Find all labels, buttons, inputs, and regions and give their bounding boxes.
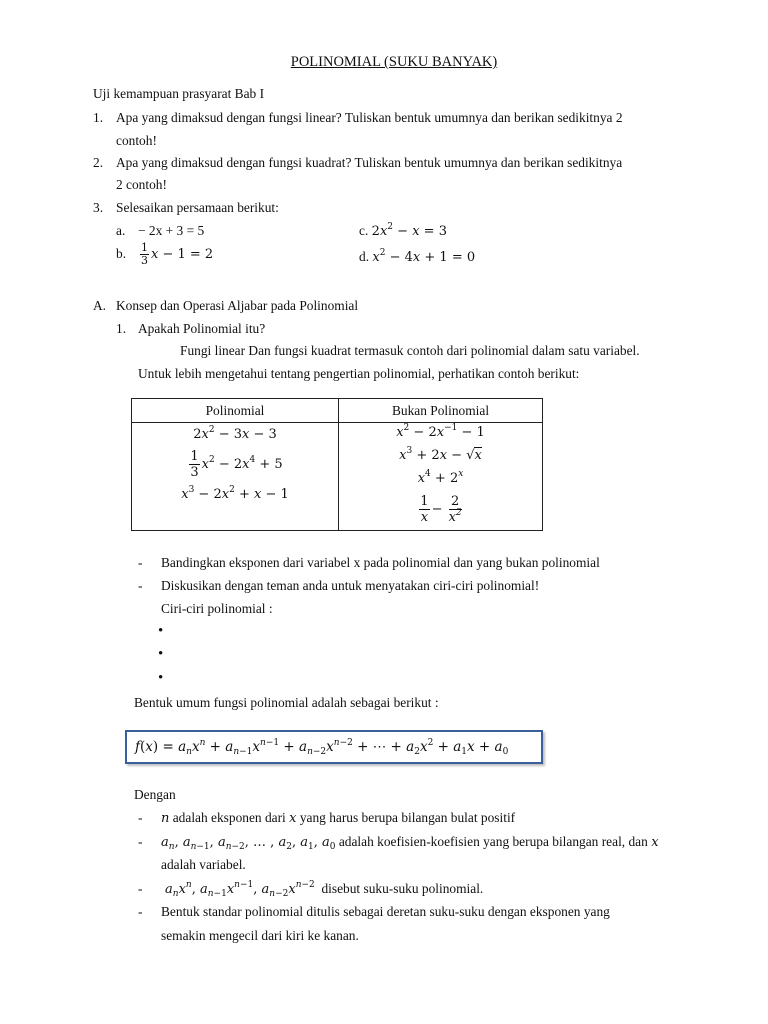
table-header-polinomial: Polinomial bbox=[132, 399, 339, 423]
definition-4-line-1: Bentuk standar polinomial ditulis sebagai deretan suku-suku dengan eksponen yang bbox=[161, 904, 610, 919]
task-1-text: Bandingkan eksponen dari variabel x pada polinomial dan yang bukan polinomial bbox=[161, 555, 600, 570]
question-3-number: 3. bbox=[93, 200, 104, 215]
polynomial-example-2: $\frac{1}{3}$ $x^2 - 2x^4 + 5$ bbox=[190, 449, 283, 480]
question-1-number: 1. bbox=[93, 110, 104, 125]
definition-1-dash: - bbox=[138, 810, 143, 825]
polynomial-example-3: $x^3 - 2x^2 + x - 1$ bbox=[181, 485, 289, 502]
task-1-dash: - bbox=[138, 555, 143, 570]
table-header-bukan-polinomial: Bukan Polinomial bbox=[339, 399, 543, 423]
question-1-line-2: contoh! bbox=[116, 133, 157, 148]
task-2-dash: - bbox=[138, 578, 143, 593]
equation-c-label: c. bbox=[359, 223, 369, 238]
definition-2-line-2: adalah variabel. bbox=[161, 857, 246, 872]
equation-a-label: a. bbox=[116, 223, 126, 238]
equation-b-label: b. bbox=[116, 246, 127, 261]
non-polynomial-examples-cell bbox=[339, 423, 543, 531]
general-form-intro: Bentuk umum fungsi polinomial adalah sebagai berikut : bbox=[134, 695, 439, 710]
prereq-heading: Uji kemampuan prasyarat Bab I bbox=[93, 86, 265, 101]
definition-3-dash: - bbox=[138, 881, 143, 896]
bullet-2: • bbox=[158, 646, 164, 662]
general-formula: $f(x) = a_nx^n + a_{n-1}x^{n-1} + a_{n-2}x^{n-2}$ + ⋯ + $a_2x^2 + a_1x + a_0$ bbox=[135, 738, 509, 757]
equation-c: c. $2x^2 - x = 3$ bbox=[359, 222, 447, 239]
non-polynomial-example-2: $x^3 + 2x - √x$ bbox=[399, 446, 482, 463]
bullet-1: • bbox=[158, 623, 164, 639]
page-title: POLINOMIAL (SUKU BANYAK) bbox=[290, 54, 498, 70]
question-2-number: 2. bbox=[93, 155, 104, 170]
non-polynomial-example-3: $x^4 + 2^x$ bbox=[417, 469, 464, 486]
task-2-text: Diskusikan dengan teman anda untuk menyatakan ciri-ciri polinomial! bbox=[161, 578, 540, 593]
section-a-title: Konsep dan Operasi Aljabar pada Polinomial bbox=[116, 298, 359, 313]
paragraph-2: Untuk lebih mengetahui tentang pengertian polinomial, perhatikan contoh berikut: bbox=[138, 366, 580, 381]
bullet-3: • bbox=[158, 670, 164, 686]
definition-4-dash: - bbox=[138, 904, 143, 919]
ciri-ciri-label: Ciri-ciri polinomial : bbox=[161, 601, 273, 616]
polynomial-table bbox=[131, 398, 543, 531]
definition-1: n adalah eksponen dari x yang harus berupa bilangan bulat positif bbox=[161, 810, 516, 826]
general-formula-box bbox=[125, 730, 543, 764]
polynomial-examples-cell bbox=[132, 423, 339, 531]
equation-d: d. $x^2 - 4x + 1 = 0$ bbox=[359, 248, 476, 265]
subsection-1-title: Apakah Polinomial itu? bbox=[138, 321, 266, 336]
polynomial-example-1: $2x^2 - 3x - 3$ bbox=[193, 425, 277, 442]
definition-4-line-2: semakin mengecil dari kiri ke kanan. bbox=[161, 928, 359, 943]
equation-d-label: d. bbox=[359, 249, 370, 264]
paragraph-1: Fungi linear Dan fungsi kuadrat termasuk contoh dari polinomial dalam satu variabel. bbox=[180, 343, 640, 358]
question-2-line-2: 2 contoh! bbox=[116, 177, 167, 192]
definition-2: $a_n$, $a_{n-1}$, $a_{n-2}$, … , $a_2$, $a_1$, $a_0$ adalah koefisien-koefisien yang berupa bilangan real, dan x bbox=[161, 834, 659, 852]
definition-2-dash: - bbox=[138, 834, 143, 849]
question-1-line-1: Apa yang dimaksud dengan fungsi linear? Tuliskan bentuk umumnya dan berikan sedikitnya 2 bbox=[116, 110, 623, 125]
definition-3: $a_nx^n$, $a_{n-1}x^{n-1}$, $a_{n-2}x^{n-2}$ disebut suku-suku polinomial. bbox=[165, 880, 484, 899]
question-3-text: Selesaikan persamaan berikut: bbox=[116, 200, 279, 215]
equation-a: − 2x + 3 = 5 bbox=[138, 223, 205, 238]
section-a-label: A. bbox=[93, 298, 107, 313]
equation-b: $\frac{1}{3}$ x − 1 = 2 bbox=[141, 241, 214, 267]
non-polynomial-example-1: $x^2 - 2x^{-1} - 1$ bbox=[396, 423, 485, 440]
question-2-line-1: Apa yang dimaksud dengan fungsi kuadrat? Tuliskan bentuk umumnya dan berikan sedikitnya bbox=[116, 155, 623, 170]
non-polynomial-example-4: $\frac{1}{x}$ − $\frac{2}{x^2}$ bbox=[420, 494, 462, 525]
dengan-label: Dengan bbox=[134, 787, 176, 802]
subsection-1-number: 1. bbox=[116, 321, 127, 336]
